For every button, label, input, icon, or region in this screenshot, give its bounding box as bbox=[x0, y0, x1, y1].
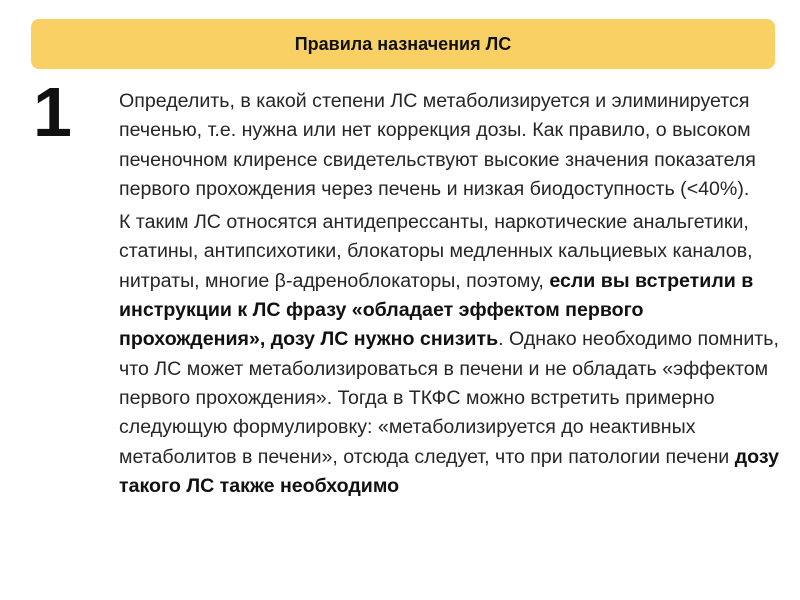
examples-intro-text: К таким ЛС относятся антидепрессанты, наркотические анальгетики, статины, антипсихотики, блокаторы медленных кальциевых каналов, нитраты, многие β-адреноблокаторы, поэтому, bbox=[119, 211, 753, 292]
page-title: Правила назначения ЛС bbox=[294, 33, 512, 54]
examples-middle-text: . Однако необходимо помнить, что ЛС может метаболизироваться в печени и не обладать «эффектом первого прохождения». Тогда в ТКФС можно встретить примерно следующую формулировку: «метаболизируется до неактивных метаболитов в печени», отсюда следует, что при патологии печени bbox=[119, 328, 779, 468]
emphasis-dose-also: дозу такого ЛС также необходимо bbox=[119, 445, 779, 497]
title-banner bbox=[31, 19, 775, 69]
rule-content bbox=[119, 87, 787, 501]
step-number: 1 bbox=[33, 73, 72, 151]
paragraph-definition: Определить, в какой степени ЛС метаболизируется и элиминируется печенью, т.е. нужна или нет коррекция дозы. Как правило, о высоком печеночном клиренсе свидетельствуют высокие значения показателя первого прохождения через печень и низкая биодоступность (<40%). bbox=[119, 90, 756, 200]
emphasis-reduce-dose: если вы встретили в инструкции к ЛС фразу «обладает эффектом первого прохождения», дозу ЛС нужно снизить bbox=[119, 269, 754, 351]
paragraph-examples bbox=[119, 208, 787, 501]
